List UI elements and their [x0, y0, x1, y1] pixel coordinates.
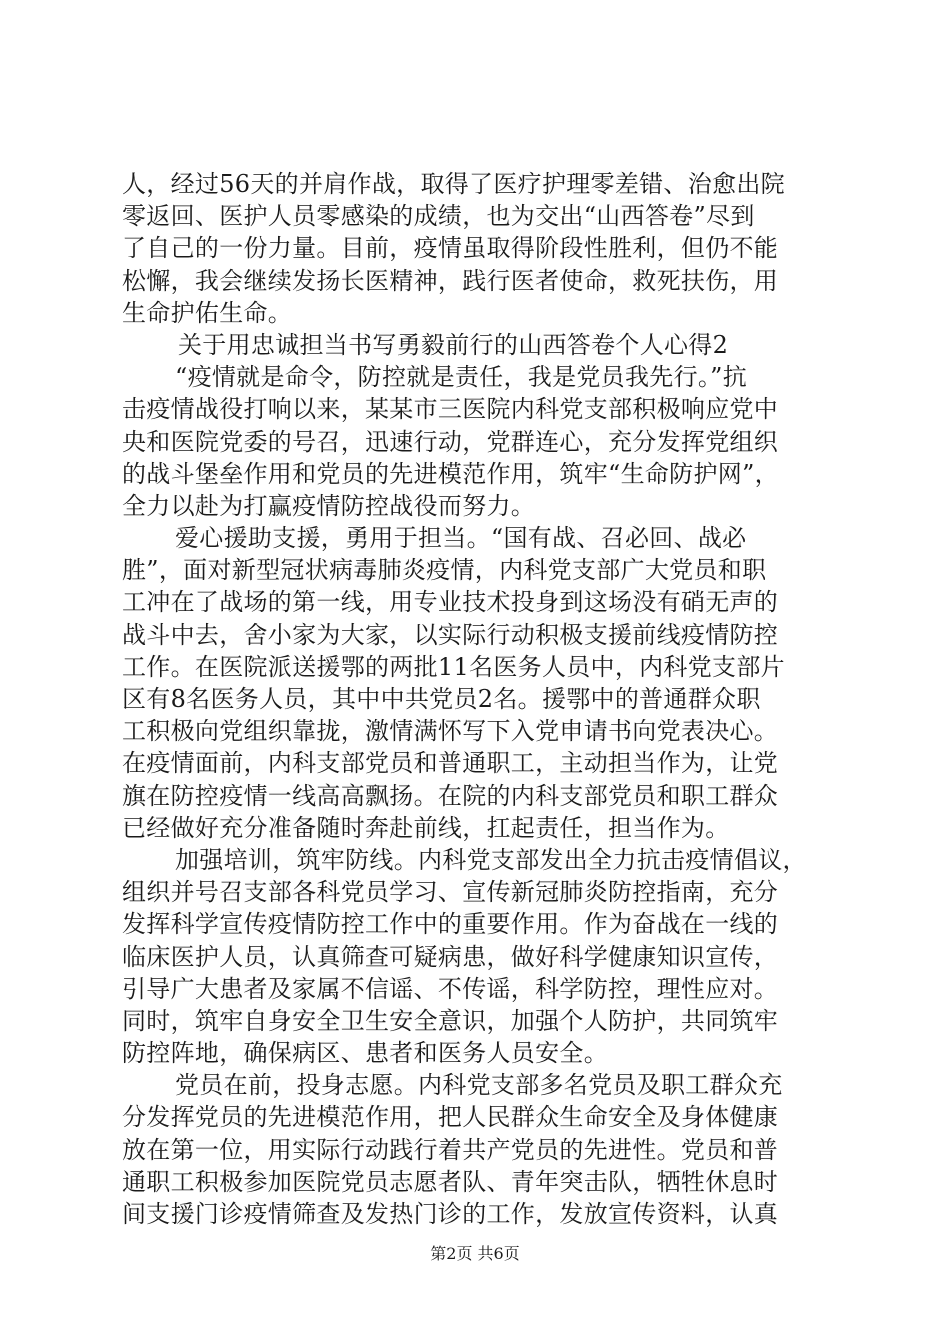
text-line: 央和医院党委的号召，迅速行动，党群连心，充分发挥党组织 [122, 427, 779, 456]
text-line: 发挥科学宣传疫情防控工作中的重要作用。作为奋战在一线的 [122, 910, 779, 939]
text-line: 松懈，我会继续发扬长医精神，践行医者使命，救死扶伤，用 [122, 266, 779, 295]
text-line: 临床医护人员，认真筛查可疑病患，做好科学健康知识宣传， [122, 942, 779, 971]
text-line: 组织并号召支部各科党员学习、宣传新冠肺炎防控指南，充分 [122, 878, 779, 907]
text-line: 工作。在医院派送援鄂的两批11名医务人员中，内科党支部片 [122, 652, 785, 681]
text-line: 区有8名医务人员，其中中共党员2名。援鄂中的普通群众职 [122, 685, 761, 713]
text-line: 放在第一位，用实际行动践行着共产党员的先进性。党员和普 [122, 1135, 779, 1164]
text-line: 同时，筑牢自身安全卫生安全意识，加强个人防护，共同筑牢 [122, 1006, 779, 1035]
text-line: 引导广大患者及家属不信谣、不传谣，科学防控，理性应对。 [122, 974, 779, 1003]
page-total: 共6页 [477, 1244, 520, 1263]
text-line: 通职工积极参加医院党员志愿者队、青年突击队，牺牲休息时 [122, 1167, 779, 1196]
page-number: 第2页 [430, 1244, 473, 1263]
paragraph-support [122, 522, 838, 844]
paragraph-training [122, 844, 838, 1069]
text-line: 加强培训，筑牢防线。内科党支部发出全力抗击疫情倡议， [175, 845, 807, 874]
text-line: 间支援门诊疫情筛查及发热门诊的工作，发放宣传资料，认真 [122, 1200, 779, 1228]
text-line: 工积极向党组织靠拢，激情满怀写下入党申请书向党表决心。 [122, 717, 779, 746]
text-line: “疫情就是命令，防控就是责任，我是党员我先行。”抗 [175, 363, 748, 392]
text-line: 生命护佑生命。 [122, 298, 293, 327]
text-line: 工冲在了战场的第一线，用专业技术投身到这场没有硝无声的 [122, 588, 779, 617]
text-line: 全力以赴为打赢疫情防控战役而努力。 [122, 491, 536, 520]
section-title: 关于用忠诚担当书写勇毅前行的山西答卷个人心得2 [178, 330, 729, 359]
text-line: 零返回、医护人员零感染的成绩，也为交出“山西答卷”尽到 [122, 202, 755, 231]
text-line: 战斗中去，舍小家为大家，以实际行动积极支援前线疫情防控 [122, 620, 779, 649]
text-line: 党员在前，投身志愿。内科党支部多名党员及职工群众充 [175, 1071, 783, 1100]
text-line: 旗在防控疫情一线高高飘扬。在院的内科支部党员和职工群众 [122, 781, 779, 810]
text-line: 击疫情战役打响以来，某某市三医院内科党支部积极响应党中 [122, 395, 779, 424]
text-line: 了自己的一份力量。目前，疫情虽取得阶段性胜利，但仍不能 [122, 234, 779, 263]
paragraph-intro [122, 361, 838, 522]
text-line: 爱心援助支援，勇用于担当。“国有战、召必回、战必 [175, 524, 747, 553]
text-line: 胜”，面对新型冠状病毒肺炎疫情，内科党支部广大党员和职 [122, 556, 767, 585]
text-line: 的战斗堡垒作用和党员的先进模范作用，筑牢“生命防护网”， [122, 459, 779, 488]
paragraph-continued [122, 168, 838, 329]
text-line: 人，经过56天的并肩作战，取得了医疗护理零差错、治愈出院 [122, 170, 785, 198]
paragraph-volunteer [122, 1069, 838, 1230]
page-footer [0, 1244, 950, 1264]
document-body [122, 168, 838, 1230]
text-line: 防控阵地，确保病区、患者和医务人员安全。 [122, 1039, 608, 1068]
text-line: 分发挥党员的先进模范作用，把人民群众生命安全及身体健康 [122, 1103, 779, 1132]
text-line: 已经做好充分准备随时奔赴前线，扛起责任，担当作为。 [122, 813, 730, 842]
text-line: 在疫情面前，内科支部党员和普通职工，主动担当作为，让党 [122, 749, 779, 778]
